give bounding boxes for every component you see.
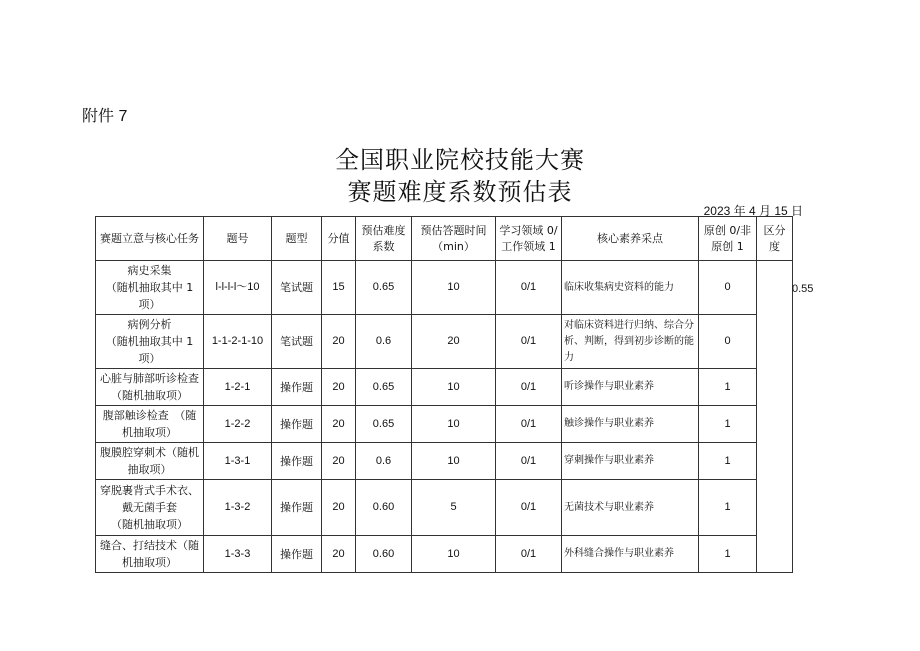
number-cell: l-l-l-l～10: [204, 261, 272, 315]
difficulty-cell: 0.65: [356, 406, 412, 443]
discrimination-value: 0.55: [792, 283, 814, 295]
time-cell: 10: [412, 261, 496, 315]
table-row: [96, 536, 793, 573]
score-cell: 20: [322, 443, 356, 480]
number-cell: 1-2-2: [204, 406, 272, 443]
score-cell: 20: [322, 536, 356, 573]
type-cell: 操作题: [272, 443, 322, 480]
header-core: 核心素养采点: [562, 217, 699, 261]
domain-cell: 0/1: [496, 406, 562, 443]
page-subtitle: 赛题难度系数预估表: [347, 179, 573, 206]
original-cell: 1: [699, 443, 757, 480]
original-cell: 1: [699, 369, 757, 406]
domain-cell: 0/1: [496, 315, 562, 369]
date-label: 2023 年 4 月 15 日: [703, 204, 803, 218]
score-cell: 20: [322, 369, 356, 406]
task-cell: 腹膜腔穿刺术（随机抽取项）: [96, 443, 204, 480]
time-cell: 10: [412, 443, 496, 480]
domain-cell: 0/1: [496, 369, 562, 406]
difficulty-cell: 0.6: [356, 443, 412, 480]
page-title: 全国职业院校技能大赛: [335, 147, 585, 174]
number-cell: 1-3-2: [204, 480, 272, 536]
difficulty-cell: 0.65: [356, 261, 412, 315]
time-cell: 10: [412, 536, 496, 573]
difficulty-cell: 0.60: [356, 480, 412, 536]
header-original: 原创 0/非原创 1: [699, 217, 757, 261]
task-cell: 缝合、打结技术（随机抽取项）: [96, 536, 204, 573]
difficulty-table: [95, 216, 793, 573]
header-domain: 学习领域 0/工作领域 1: [496, 217, 562, 261]
time-cell: 5: [412, 480, 496, 536]
task-cell: 病史采集 （随机抽取其中 1 项）: [96, 261, 204, 315]
type-cell: 操作题: [272, 536, 322, 573]
type-cell: 操作题: [272, 406, 322, 443]
original-cell: 0: [699, 315, 757, 369]
time-cell: 10: [412, 406, 496, 443]
domain-cell: 0/1: [496, 536, 562, 573]
annex-label: 附件 7: [82, 108, 128, 125]
type-cell: 笔试题: [272, 261, 322, 315]
header-difficulty: 预估难度系数: [356, 217, 412, 261]
header-discrimination: 区分度: [757, 217, 793, 261]
original-cell: 0: [699, 261, 757, 315]
header-time: 预估答题时间（min）: [412, 217, 496, 261]
score-cell: 15: [322, 261, 356, 315]
core-cell: 穿刺操作与职业素养: [562, 443, 699, 480]
table-row: [96, 443, 793, 480]
number-cell: 1-3-1: [204, 443, 272, 480]
task-cell: 心脏与肺部听诊检查（随机抽取项）: [96, 369, 204, 406]
difficulty-cell: 0.6: [356, 315, 412, 369]
core-cell: 外科缝合操作与职业素养: [562, 536, 699, 573]
table-row: [96, 261, 793, 315]
domain-cell: 0/1: [496, 261, 562, 315]
discrimination-cell: [757, 261, 793, 573]
header-score: 分值: [322, 217, 356, 261]
core-cell: 触诊操作与职业素养: [562, 406, 699, 443]
table-row: [96, 406, 793, 443]
core-cell: 无菌技术与职业素养: [562, 480, 699, 536]
type-cell: 笔试题: [272, 315, 322, 369]
time-cell: 20: [412, 315, 496, 369]
original-cell: 1: [699, 480, 757, 536]
header-type: 题型: [272, 217, 322, 261]
score-cell: 20: [322, 315, 356, 369]
number-cell: 1-1-2-1-10: [204, 315, 272, 369]
core-cell: 对临床资料进行归纳、综合分析、判断，得到初步诊断的能力: [562, 315, 699, 369]
domain-cell: 0/1: [496, 443, 562, 480]
type-cell: 操作题: [272, 369, 322, 406]
number-cell: 1-2-1: [204, 369, 272, 406]
original-cell: 1: [699, 536, 757, 573]
table-row: [96, 315, 793, 369]
original-cell: 1: [699, 406, 757, 443]
score-cell: 20: [322, 480, 356, 536]
time-cell: 10: [412, 369, 496, 406]
domain-cell: 0/1: [496, 480, 562, 536]
task-cell: 穿脱裹背式手术衣、戴无菌手套 （随机抽取项）: [96, 480, 204, 536]
core-cell: 听诊操作与职业素养: [562, 369, 699, 406]
score-cell: 20: [322, 406, 356, 443]
difficulty-cell: 0.65: [356, 369, 412, 406]
header-no: 题号: [204, 217, 272, 261]
table-header-row: [96, 217, 793, 261]
table-row: [96, 480, 793, 536]
task-cell: 病例分析 （随机抽取其中 1 项）: [96, 315, 204, 369]
number-cell: 1-3-3: [204, 536, 272, 573]
header-task: 赛题立意与核心任务: [96, 217, 204, 261]
type-cell: 操作题: [272, 480, 322, 536]
difficulty-cell: 0.60: [356, 536, 412, 573]
task-cell: 腹部触诊检查 （随机抽取项）: [96, 406, 204, 443]
table-row: [96, 369, 793, 406]
core-cell: 临床收集病史资料的能力: [562, 261, 699, 315]
